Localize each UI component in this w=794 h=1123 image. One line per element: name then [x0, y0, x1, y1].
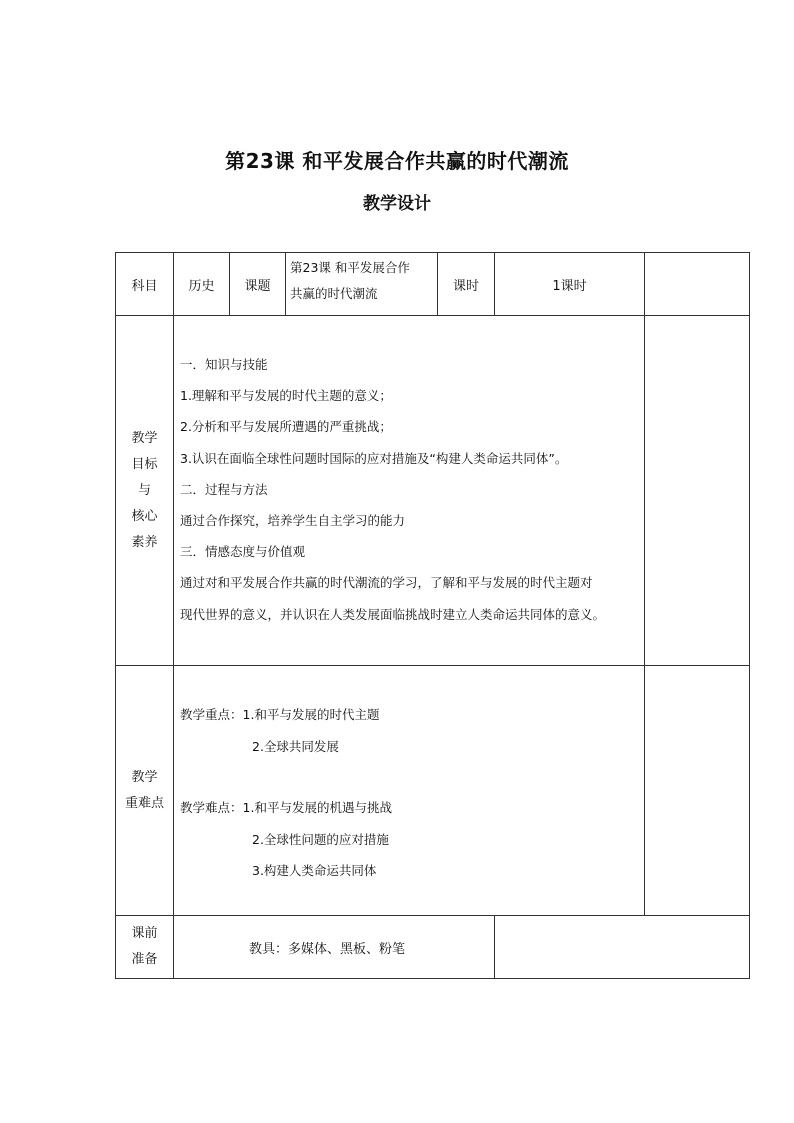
preparation-row — [116, 916, 750, 979]
focus-line: 教学重点：1.和平与发展的时代主题 — [180, 707, 380, 722]
hours-value: 1课时 — [495, 253, 645, 316]
objective-line: 3.认识在面临全球性问题时国际的应对措施及“构建人类命运共同体”。 — [180, 450, 568, 466]
objectives-row — [116, 316, 750, 666]
preparation-empty-cell — [495, 916, 750, 979]
topic-value-line1: 第23课 和平发展合作 — [290, 260, 410, 275]
preparation-label: 课前 准备 — [116, 916, 174, 979]
objective-line: 现代世界的意义，并认识在人类发展面临挑战时建立人类命运共同体的意义。 — [180, 606, 606, 622]
difficulty-line: 3.构建人类命运共同体 — [252, 863, 377, 878]
key-points-empty-cell — [645, 666, 750, 916]
objective-line: 二．过程与方法 — [180, 481, 268, 497]
objectives-empty-cell — [645, 316, 750, 666]
key-points-content — [174, 666, 645, 916]
difficulty-line: 2.全球性问题的应对措施 — [252, 831, 389, 847]
topic-label: 课题 — [230, 253, 286, 316]
page-title: 第23课 和平发展合作共赢的时代潮流 — [225, 149, 569, 173]
hours-label: 课时 — [438, 253, 495, 316]
page-subtitle: 教学设计 — [363, 194, 431, 214]
objectives-content — [174, 316, 645, 666]
topic-value-line2: 共赢的时代潮流 — [290, 286, 378, 301]
header-row — [116, 253, 750, 316]
objective-line: 三．情感态度与价值观 — [180, 544, 306, 560]
key-points-label: 教学 重难点 — [116, 666, 174, 916]
preparation-content: 教具：多媒体、黑板、粉笔 — [174, 916, 495, 979]
objective-line: 通过对和平发展合作共赢的时代潮流的学习，了解和平与发展的时代主题对 — [180, 575, 593, 591]
header-empty-cell — [645, 253, 750, 316]
difficulty-line: 教学难点：1.和平与发展的机遇与挑战 — [180, 800, 392, 815]
subject-value: 历史 — [174, 253, 230, 316]
objective-line: 一．知识与技能 — [180, 357, 268, 372]
objective-line: 2.分析和平与发展所遭遇的严重挑战； — [180, 419, 392, 435]
subject-label: 科目 — [116, 253, 174, 316]
objective-line: 1.理解和平与发展的时代主题的意义； — [180, 388, 392, 404]
objective-line: 通过合作探究，培养学生自主学习的能力 — [180, 513, 406, 529]
key-points-row — [116, 666, 750, 916]
focus-line: 2.全球共同发展 — [252, 738, 339, 754]
objectives-label: 教学 目标 与 核心 素养 — [116, 316, 174, 666]
topic-value — [286, 253, 438, 316]
lesson-plan-table — [115, 252, 750, 979]
